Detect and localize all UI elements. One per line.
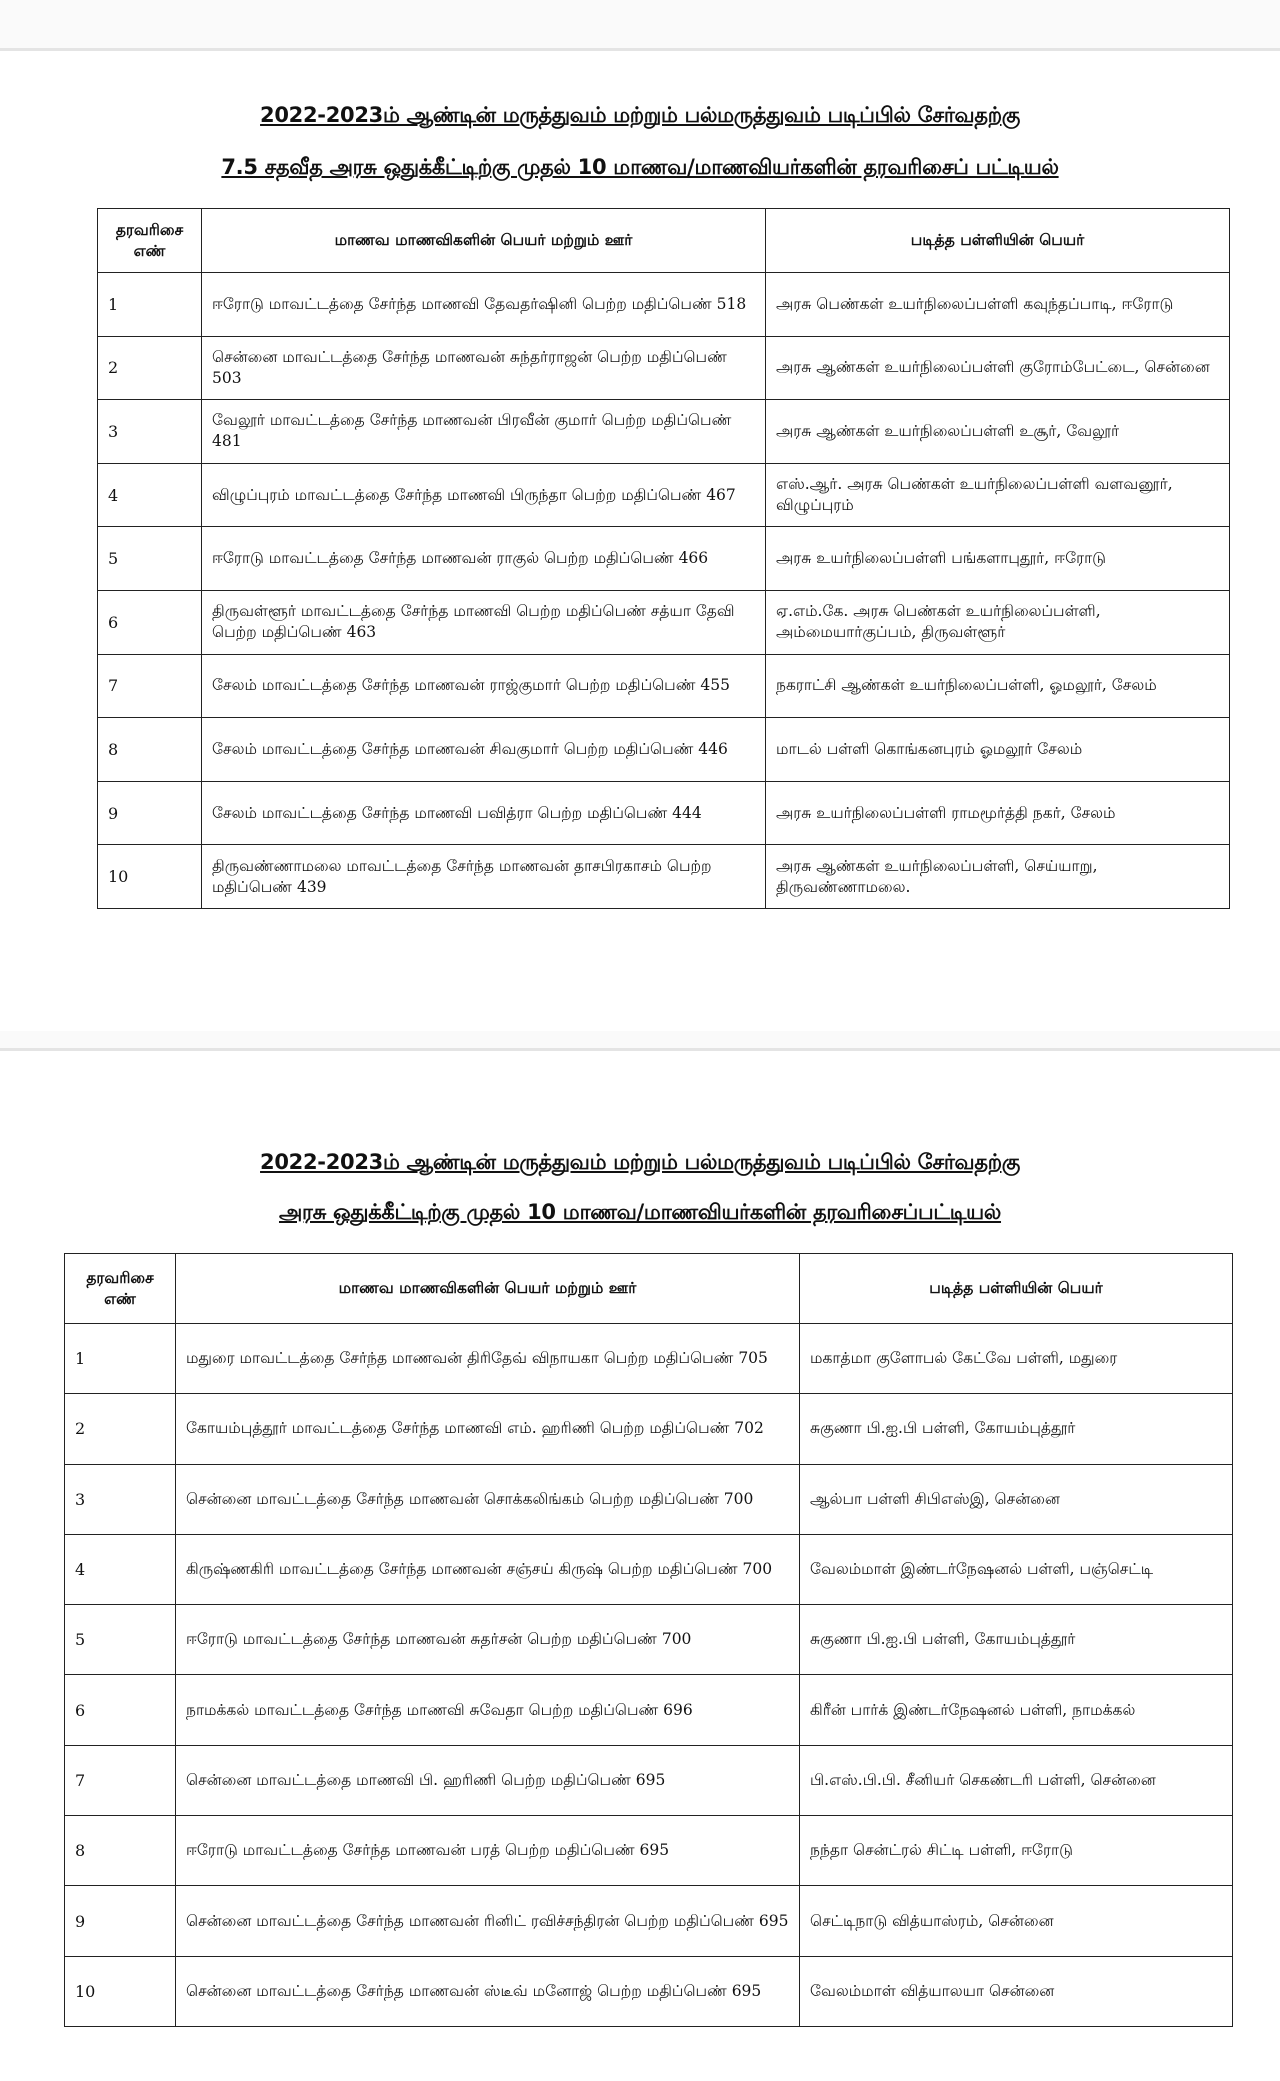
rank-cell: 1 <box>98 273 202 337</box>
rank-cell: 6 <box>65 1675 176 1745</box>
rank-cell: 7 <box>98 654 202 718</box>
rank-cell: 2 <box>65 1394 176 1464</box>
list2-title-line1: 2022-2023ம் ஆண்டின் மருத்துவம் மற்றும் பல்மருத்துவம் படிப்பில் சேர்வதற்கு <box>260 1150 1020 1174</box>
header-rank: தரவரிசை எண் <box>98 209 202 273</box>
student-cell: கோயம்புத்தூர் மாவட்டத்தை சேர்ந்த மாணவி எம். ஹரிணி பெற்ற மதிப்பெண் 702 <box>176 1394 800 1464</box>
student-cell: ஈரோடு மாவட்டத்தை சேர்ந்த மாணவன் ராகுல் பெற்ற மதிப்பெண் 466 <box>202 527 766 591</box>
table-header-row <box>65 1254 1233 1324</box>
rank-cell: 8 <box>65 1816 176 1886</box>
rank-cell: 7 <box>65 1745 176 1815</box>
school-cell: வேலம்மாள் வித்யாலயா சென்னை <box>800 1956 1233 2026</box>
school-cell: நகராட்சி ஆண்கள் உயர்நிலைப்பள்ளி, ஓமலூர், சேலம் <box>766 654 1230 718</box>
school-cell: அரசு உயர்நிலைப்பள்ளி பங்களாபுதூர், ஈரோடு <box>766 527 1230 591</box>
table-row <box>65 1605 1233 1675</box>
header-school: படித்த பள்ளியின் பெயர் <box>766 209 1230 273</box>
student-cell: திருவள்ளூர் மாவட்டத்தை சேர்ந்த மாணவி பெற்ற மதிப்பெண் சத்யா தேவி பெற்ற மதிப்பெண் 463 <box>202 590 766 654</box>
list2-title-line2: அரசு ஒதுக்கீட்டிற்கு முதல் 10 மாணவ/மாணவியர்களின் தரவரிசைப்பட்டியல் <box>278 1200 1002 1224</box>
school-cell: எஸ்.ஆர். அரசு பெண்கள் உயர்நிலைப்பள்ளி வளவனூர், விழுப்புரம் <box>766 463 1230 527</box>
student-cell: நாமக்கல் மாவட்டத்தை சேர்ந்த மாணவி சுவேதா பெற்ற மதிப்பெண் 696 <box>176 1675 800 1745</box>
rank-cell: 1 <box>65 1324 176 1394</box>
rank-cell: 4 <box>65 1534 176 1604</box>
school-cell: ஆல்பா பள்ளி சிபிஎஸ்இ, சென்னை <box>800 1464 1233 1534</box>
student-cell: சேலம் மாவட்டத்தை சேர்ந்த மாணவி பவித்ரா பெற்ற மதிப்பெண் 444 <box>202 781 766 845</box>
table-row <box>65 1464 1233 1534</box>
school-cell: மகாத்மா குளோபல் கேட்வே பள்ளி, மதுரை <box>800 1324 1233 1394</box>
table-header-row <box>98 209 1230 273</box>
header-student: மாணவ மாணவிகளின் பெயர் மற்றும் ஊர் <box>202 209 766 273</box>
table-row <box>65 1324 1233 1394</box>
school-cell: சுகுணா பி.ஐ.பி பள்ளி, கோயம்புத்தூர் <box>800 1605 1233 1675</box>
rank-cell: 10 <box>98 845 202 909</box>
student-cell: சென்னை மாவட்டத்தை சேர்ந்த மாணவன் ரினிட் ரவிச்சந்திரன் பெற்ற மதிப்பெண் 695 <box>176 1886 800 1956</box>
table-row <box>98 400 1230 464</box>
school-cell: அரசு ஆண்கள் உயர்நிலைப்பள்ளி உசூர், வேலூர் <box>766 400 1230 464</box>
header-school: படித்த பள்ளியின் பெயர் <box>800 1254 1233 1324</box>
table-row <box>98 273 1230 337</box>
table-row <box>65 1956 1233 2026</box>
school-cell: அரசு பெண்கள் உயர்நிலைப்பள்ளி கவுந்தப்பாடி, ஈரோடு <box>766 273 1230 337</box>
school-cell: அரசு உயர்நிலைப்பள்ளி ராமமூர்த்தி நகர், சேலம் <box>766 781 1230 845</box>
student-cell: ஈரோடு மாவட்டத்தை சேர்ந்த மாணவன் பரத் பெற்ற மதிப்பெண் 695 <box>176 1816 800 1886</box>
list1-rank-table <box>97 208 1230 909</box>
student-cell: திருவண்ணாமலை மாவட்டத்தை சேர்ந்த மாணவன் தாசபிரகாசம் பெற்ற மதிப்பெண் 439 <box>202 845 766 909</box>
table-row <box>65 1816 1233 1886</box>
student-cell: மதுரை மாவட்டத்தை சேர்ந்த மாணவன் திரிதேவ் விநாயகா பெற்ற மதிப்பெண் 705 <box>176 1324 800 1394</box>
table-row <box>98 590 1230 654</box>
rank-cell: 5 <box>98 527 202 591</box>
student-cell: சென்னை மாவட்டத்தை சேர்ந்த மாணவன் சொக்கலிங்கம் பெற்ற மதிப்பெண் 700 <box>176 1464 800 1534</box>
list2-rank-table <box>64 1253 1233 2027</box>
rank-cell: 2 <box>98 336 202 400</box>
rank-cell: 4 <box>98 463 202 527</box>
school-cell: பி.எஸ்.பி.பி. சீனியர் செகண்டரி பள்ளி, சென்னை <box>800 1745 1233 1815</box>
table-row <box>98 336 1230 400</box>
student-cell: சேலம் மாவட்டத்தை சேர்ந்த மாணவன் சிவகுமார் பெற்ற மதிப்பெண் 446 <box>202 718 766 782</box>
school-cell: அரசு ஆண்கள் உயர்நிலைப்பள்ளி, செய்யாறு, திருவண்ணாமலை. <box>766 845 1230 909</box>
rank-cell: 3 <box>98 400 202 464</box>
school-cell: சுகுணா பி.ஐ.பி பள்ளி, கோயம்புத்தூர் <box>800 1394 1233 1464</box>
table-row <box>65 1675 1233 1745</box>
rank-cell: 10 <box>65 1956 176 2026</box>
table-row <box>98 463 1230 527</box>
header-student: மாணவ மாணவிகளின் பெயர் மற்றும் ஊர் <box>176 1254 800 1324</box>
table-row <box>98 718 1230 782</box>
list1-title-line2: 7.5 சதவீத அரசு ஒதுக்கீட்டிற்கு முதல் 10 மாணவ/மாணவியர்களின் தரவரிசைப் பட்டியல் <box>221 155 1059 179</box>
document-page-2 <box>0 1048 1280 2081</box>
student-cell: சென்னை மாவட்டத்தை மாணவி பி. ஹரிணி பெற்ற மதிப்பெண் 695 <box>176 1745 800 1815</box>
table-row <box>65 1394 1233 1464</box>
rank-cell: 9 <box>98 781 202 845</box>
school-cell: செட்டிநாடு வித்யாஸ்ரம், சென்னை <box>800 1886 1233 1956</box>
school-cell: அரசு ஆண்கள் உயர்நிலைப்பள்ளி குரோம்பேட்டை, சென்னை <box>766 336 1230 400</box>
student-cell: சென்னை மாவட்டத்தை சேர்ந்த மாணவன் ஸ்டீவ் மனோஜ் பெற்ற மதிப்பெண் 695 <box>176 1956 800 2026</box>
school-cell: கிரீன் பார்க் இண்டர்நேஷனல் பள்ளி, நாமக்கல் <box>800 1675 1233 1745</box>
table-row <box>65 1886 1233 1956</box>
rank-cell: 9 <box>65 1886 176 1956</box>
rank-cell: 8 <box>98 718 202 782</box>
student-cell: ஈரோடு மாவட்டத்தை சேர்ந்த மாணவன் சுதர்சன் பெற்ற மதிப்பெண் 700 <box>176 1605 800 1675</box>
rank-cell: 5 <box>65 1605 176 1675</box>
header-rank: தரவரிசை எண் <box>65 1254 176 1324</box>
table-row <box>98 527 1230 591</box>
table-row <box>65 1745 1233 1815</box>
student-cell: சென்னை மாவட்டத்தை சேர்ந்த மாணவன் சுந்தர்ராஜன் பெற்ற மதிப்பெண் 503 <box>202 336 766 400</box>
school-cell: வேலம்மாள் இண்டர்நேஷனல் பள்ளி, பஞ்செட்டி <box>800 1534 1233 1604</box>
document-page-1 <box>0 48 1280 1031</box>
rank-cell: 6 <box>98 590 202 654</box>
list1-title-line1: 2022-2023ம் ஆண்டின் மருத்துவம் மற்றும் பல்மருத்துவம் படிப்பில் சேர்வதற்கு <box>260 103 1020 127</box>
table-row <box>98 781 1230 845</box>
table-row <box>98 845 1230 909</box>
school-cell: நந்தா சென்ட்ரல் சிட்டி பள்ளி, ஈரோடு <box>800 1816 1233 1886</box>
school-cell: ஏ.எம்.கே. அரசு பெண்கள் உயர்நிலைப்பள்ளி, அம்மையார்குப்பம், திருவள்ளூர் <box>766 590 1230 654</box>
student-cell: சேலம் மாவட்டத்தை சேர்ந்த மாணவன் ராஜ்குமார் பெற்ற மதிப்பெண் 455 <box>202 654 766 718</box>
student-cell: விழுப்புரம் மாவட்டத்தை சேர்ந்த மாணவி பிருந்தா பெற்ற மதிப்பெண் 467 <box>202 463 766 527</box>
school-cell: மாடல் பள்ளி கொங்கனபுரம் ஓமலூர் சேலம் <box>766 718 1230 782</box>
student-cell: ஈரோடு மாவட்டத்தை சேர்ந்த மாணவி தேவதர்ஷினி பெற்ற மதிப்பெண் 518 <box>202 273 766 337</box>
rank-cell: 3 <box>65 1464 176 1534</box>
table-row <box>98 654 1230 718</box>
table-row <box>65 1534 1233 1604</box>
student-cell: கிருஷ்ணகிரி மாவட்டத்தை சேர்ந்த மாணவன் சஞ்சய் கிருஷ் பெற்ற மதிப்பெண் 700 <box>176 1534 800 1604</box>
student-cell: வேலூர் மாவட்டத்தை சேர்ந்த மாணவன் பிரவீன் குமார் பெற்ற மதிப்பெண் 481 <box>202 400 766 464</box>
